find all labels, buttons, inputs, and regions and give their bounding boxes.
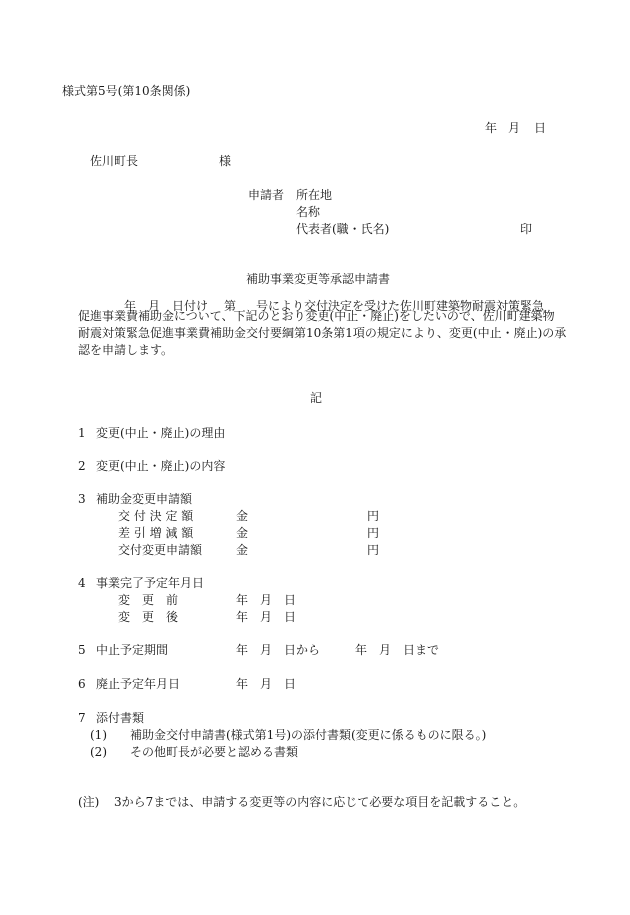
item-3-label: 補助金変更申請額 [96,492,193,506]
attachment-sub-number: (1) [90,728,107,742]
paragraph-line-1: 年 月 日付け 第 号により交付決定を受けた佐川町建築物耐震対策緊急 [124,299,545,313]
suspension-from: 年 月 日から [236,643,321,657]
attachment-sub-text: その他町長が必要と認める書類 [130,745,299,759]
date-month-label: 月 [508,121,521,135]
paragraph-line-2: 促進事業費補助金について、下記のとおり変更(中止・廃止)をしたいので、佐川町建築物 [78,309,555,323]
attachment-sub-text: 補助金交付申請書(様式第1号)の添付書類(変更に係るものに限る。) [130,728,487,742]
amount-row-label: 交付変更申請額 [118,543,203,557]
amount-row-kin: 金 [236,526,249,540]
note-text: 3から7までは、申請する変更等の内容に応じて必要な項目を記載すること。 [114,795,526,809]
item-5-label: 中止予定期間 [96,643,169,657]
note-label: (注) [78,795,100,809]
item-6-number: 6 [78,677,86,691]
completion-row-date: 年 月 日 [236,593,297,607]
applicant-name-label: 名称 [296,205,321,219]
applicant-representative-label: 代表者(職・氏名) [296,222,390,236]
completion-row-label: 変 更 前 [118,593,179,607]
addressee-honorific: 様 [219,154,232,168]
form-number: 様式第5号(第10条関係) [62,84,191,98]
item-1-number: 1 [78,426,86,440]
amount-row-yen: 円 [367,543,380,557]
paragraph-line-3: 耐震対策緊急促進事業費補助金交付要綱第10条第1項の規定により、変更(中止・廃止)の承 [78,326,567,340]
paragraph-line-4: 認を申請します。 [78,343,174,357]
document-title: 補助事業変更等承認申請書 [246,272,391,286]
item-2-label: 変更(中止・廃止)の内容 [96,459,226,473]
completion-row-label: 変 更 後 [118,610,179,624]
item-7-number: 7 [78,711,86,725]
completion-row-date: 年 月 日 [236,610,297,624]
item-6-label: 廃止予定年月日 [96,677,181,691]
suspension-to: 年 月 日まで [355,643,440,657]
item-4-number: 4 [78,576,86,590]
amount-row-yen: 円 [367,526,380,540]
request-paragraph [78,293,598,361]
amount-row-kin: 金 [236,509,249,523]
item-4-label: 事業完了予定年月日 [96,576,205,590]
amount-row-yen: 円 [367,509,380,523]
amount-row-kin: 金 [236,543,249,557]
attachment-sub-number: (2) [90,745,107,759]
item-1-label: 変更(中止・廃止)の理由 [96,426,226,440]
date-year-label: 年 [485,121,498,135]
item-2-number: 2 [78,459,86,473]
applicant-address-label: 所在地 [296,188,333,202]
item-7-label: 添付書類 [96,711,145,725]
item-3-number: 3 [78,492,86,506]
seal-mark: 印 [520,222,533,236]
amount-row-label: 差 引 増 減 額 [118,526,194,540]
date-day-label: 日 [534,121,547,135]
amount-row-label: 交 付 決 定 額 [118,509,194,523]
abolition-date: 年 月 日 [236,677,297,691]
applicant-label: 申請者 [248,188,285,202]
item-5-number: 5 [78,643,86,657]
ki-heading: 記 [310,391,323,405]
addressee-name: 佐川町長 [90,154,139,168]
